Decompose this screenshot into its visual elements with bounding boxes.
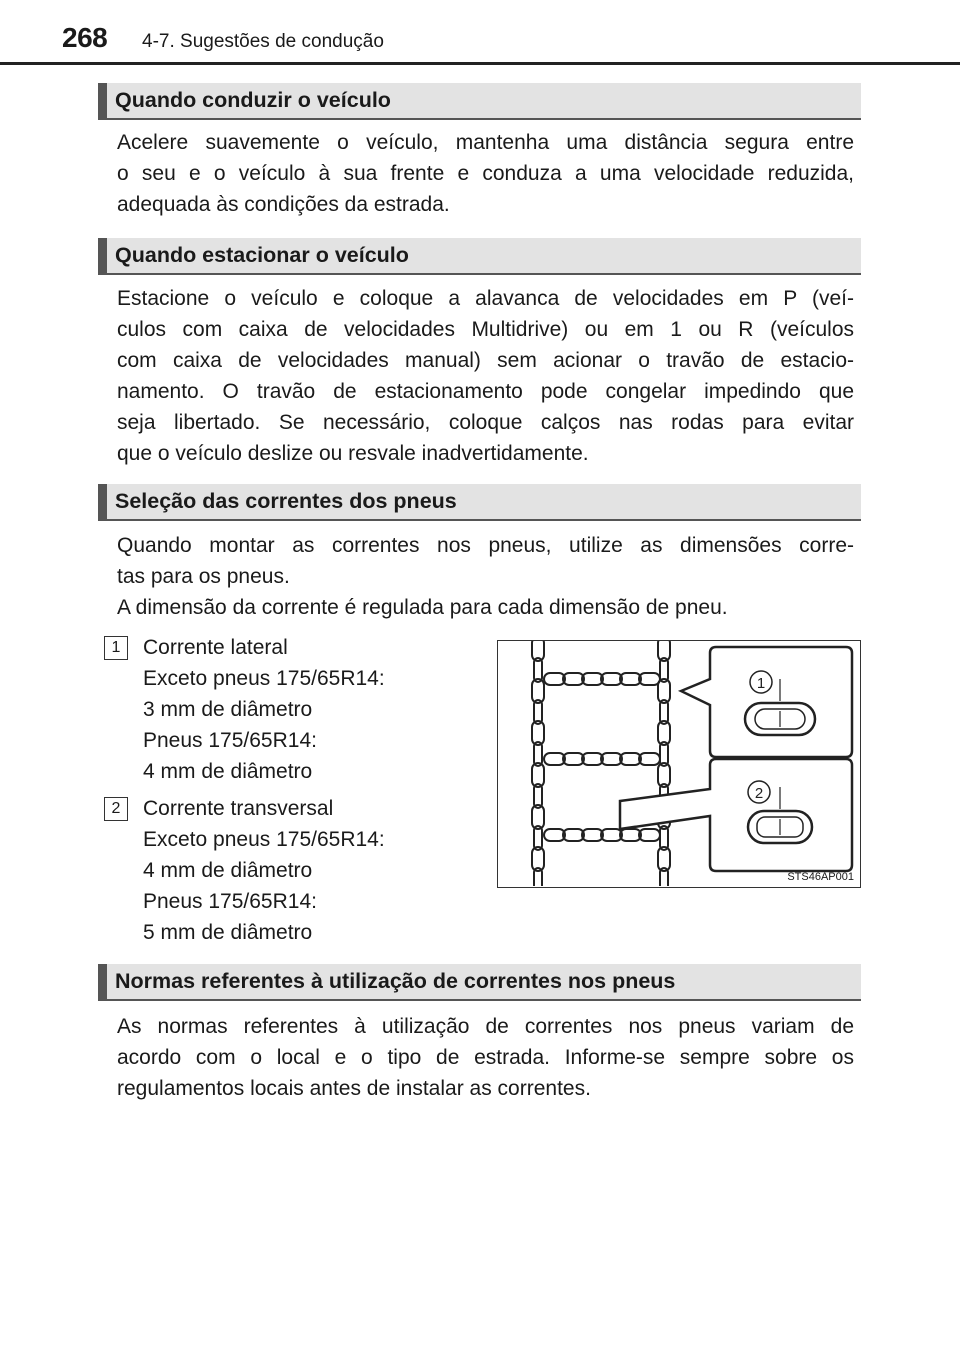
paragraph-parking	[117, 283, 854, 469]
paragraph-line: namento. O travão de estacionamento pode congelar impedindo que	[117, 380, 854, 403]
paragraph-line: Quando montar as correntes nos pneus, utilize as dimensões corre-	[117, 534, 854, 557]
chain-link	[601, 829, 622, 841]
chain-link	[639, 753, 660, 765]
chain-link	[601, 673, 622, 685]
chain-link	[544, 673, 565, 685]
item-line: 4 mm de diâmetro	[143, 859, 313, 882]
item-number-2: 2	[104, 797, 128, 821]
chain-link	[620, 673, 641, 685]
paragraph-line: com caixa de velocidades manual) sem acionar o travão de estacio-	[117, 349, 854, 372]
paragraph-line: Acelere suavemente o veículo, mantenha uma distância segura entre	[117, 131, 854, 154]
chain-link	[582, 673, 603, 685]
paragraph-line: que o veículo deslize ou resvale inadvertidamente.	[117, 442, 589, 465]
left-side-chain	[532, 641, 544, 886]
callout-box-2	[620, 759, 852, 871]
snow-chain-figure	[497, 640, 861, 888]
chain-link	[563, 673, 584, 685]
chapter-title: 4-7. Sugestões de condução	[142, 31, 384, 52]
chain-link	[620, 829, 641, 841]
section-heading-chain-selection: Seleção das correntes dos pneus	[98, 484, 861, 521]
chain-link	[601, 753, 622, 765]
paragraph-line: As normas referentes à utilização de correntes nos pneus variam de	[117, 1015, 854, 1038]
item-line: Pneus 175/65R14:	[143, 890, 317, 913]
paragraph-line: A dimensão da corrente é regulada para cada dimensão de pneu.	[117, 596, 728, 619]
paragraph-chain-selection	[117, 530, 854, 623]
chain-link	[639, 829, 660, 841]
section-heading-driving: Quando conduzir o veículo	[98, 83, 861, 120]
figure-code: STS46AP001	[787, 871, 854, 883]
header-divider	[0, 62, 960, 65]
paragraph-line: tas para os pneus.	[117, 565, 290, 588]
item-number-1: 1	[104, 636, 128, 660]
paragraph-line: regulamentos locais antes de instalar as correntes.	[117, 1077, 591, 1100]
item-line: 5 mm de diâmetro	[143, 921, 313, 944]
paragraph-line: seja libertado. Se necessário, coloque calços nas rodas para evitar	[117, 411, 854, 434]
section-heading-chain-regulations: Normas referentes à utilização de correntes nos pneus	[98, 964, 861, 1001]
paragraph-line: Estacione o veículo e coloque a alavanca de velocidades em P (veí-	[117, 287, 854, 310]
paragraph-driving	[117, 127, 854, 220]
page-number: 268	[62, 22, 108, 53]
paragraph-chain-regulations	[117, 1011, 854, 1104]
callout-number-2: 2	[754, 785, 764, 802]
paragraph-line: o seu e o veículo à sua frente e conduza a uma velocidade reduzida,	[117, 162, 854, 185]
paragraph-line: adequada às condições da estrada.	[117, 193, 450, 216]
chain-link	[639, 673, 660, 685]
chain-link	[544, 753, 565, 765]
item-line: Exceto pneus 175/65R14:	[143, 828, 385, 851]
item-line: Corrente transversal	[143, 797, 334, 820]
item-line: Exceto pneus 175/65R14:	[143, 667, 385, 690]
chain-link	[563, 753, 584, 765]
chain-link	[620, 753, 641, 765]
chain-link	[563, 829, 584, 841]
item-line: Pneus 175/65R14:	[143, 729, 317, 752]
callout-number-1: 1	[756, 675, 766, 692]
chain-link	[544, 829, 565, 841]
paragraph-line: acordo com o local e o tipo de estrada. Informe-se sempre sobre os	[117, 1046, 854, 1069]
chain-link	[582, 753, 603, 765]
item-line: 3 mm de diâmetro	[143, 698, 313, 721]
paragraph-line: culos com caixa de velocidades Multidrive) ou em 1 ou R (veículos	[117, 318, 854, 341]
item-cross-chain	[143, 793, 385, 948]
section-heading-parking: Quando estacionar o veículo	[98, 238, 861, 275]
item-line: Corrente lateral	[143, 636, 288, 659]
item-line: 4 mm de diâmetro	[143, 760, 313, 783]
snow-chain-illustration-icon	[498, 641, 859, 886]
chain-link	[582, 829, 603, 841]
item-side-chain	[143, 632, 385, 787]
